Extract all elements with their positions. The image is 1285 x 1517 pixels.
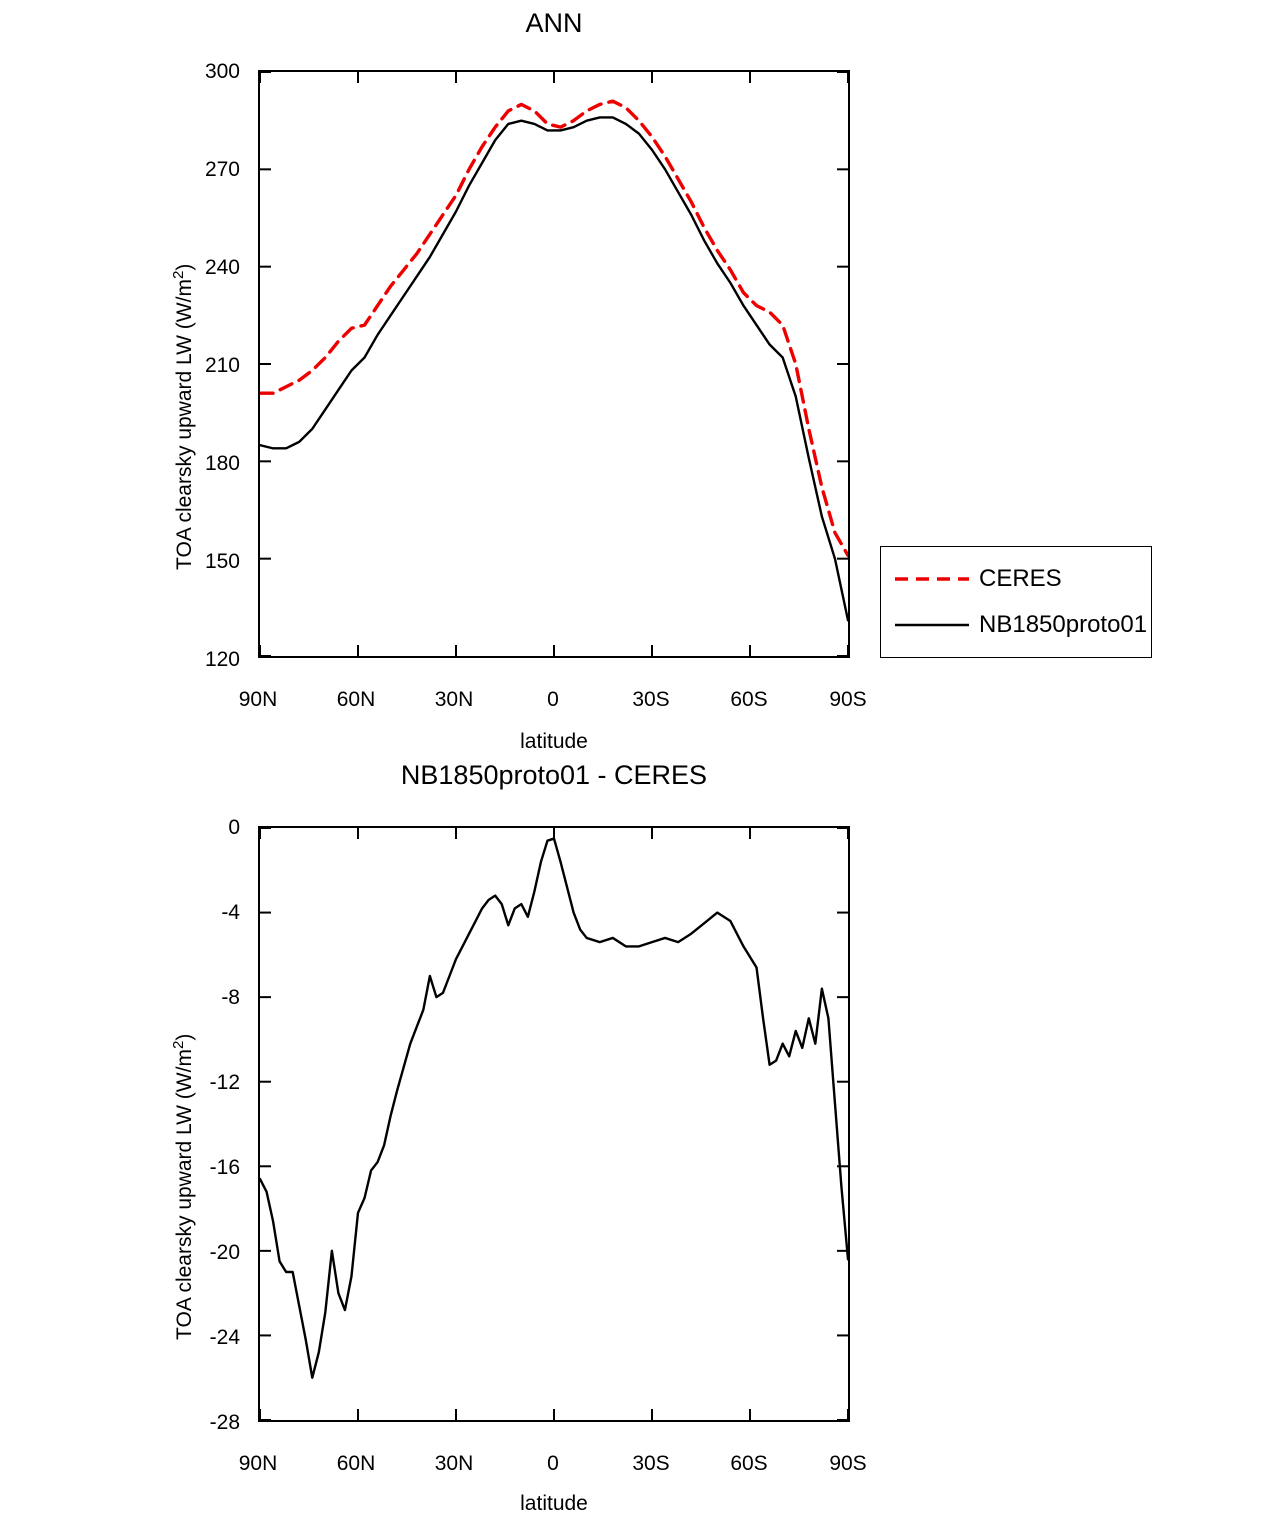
panel1-y-axis-label <box>170 264 197 570</box>
panel1-x-axis-label: latitude <box>520 730 588 753</box>
panel2-plot-area <box>258 826 850 1422</box>
panel1-xtick-60N: 60N <box>336 688 376 711</box>
panel1-plot-area <box>258 70 850 658</box>
legend-swatch-nb1850proto01 <box>893 618 971 632</box>
panel2-ytick-m12: -12 <box>209 1071 240 1094</box>
panel2-ytick-m4: -4 <box>221 901 240 924</box>
panel1-xtick-30S: 30S <box>632 688 670 711</box>
panel1-xtick-30N: 30N <box>434 688 474 711</box>
panel1-xtick-0: 0 <box>547 688 559 711</box>
panel1-ytick-180: 180 <box>204 452 240 475</box>
panel1-y-axis-label-paren: ) <box>173 263 196 271</box>
panel1-xtick-90N: 90N <box>238 688 278 711</box>
panel1-xtick-60S: 60S <box>730 688 768 711</box>
panel2-ytick-m28: -28 <box>209 1411 240 1434</box>
panel1-ytick-150: 150 <box>204 550 240 573</box>
panel1-ytick-240: 240 <box>204 256 240 279</box>
panel1-title: ANN <box>525 8 583 38</box>
panel1-y-axis-label-exp: 2 <box>170 270 187 280</box>
panel1-xtick-90S: 90S <box>829 688 867 711</box>
panel1-series-canvas <box>260 72 848 656</box>
legend-label-nb1850proto01: NB1850proto01 <box>979 611 1148 638</box>
panel2-xtick-0: 0 <box>547 1452 559 1475</box>
panel2-ytick-m16: -16 <box>209 1156 240 1179</box>
panel2-y-axis-label-text: TOA clearsky upward LW (W/m <box>173 1049 196 1340</box>
panel2-xtick-90S: 90S <box>829 1452 867 1475</box>
panel2-title: NB1850proto01 - CERES <box>400 760 708 790</box>
panel1-ytick-210: 210 <box>204 354 240 377</box>
panel2-xtick-30N: 30N <box>434 1452 474 1475</box>
legend-item-nb1850proto01[interactable] <box>893 611 1147 639</box>
panel2-y-axis-label-paren: ) <box>173 1033 196 1041</box>
panel2-ytick-m20: -20 <box>209 1241 240 1264</box>
panel1-y-axis-label-text: TOA clearsky upward LW (W/m <box>173 279 196 570</box>
panel2-ytick-m8: -8 <box>221 986 240 1009</box>
legend-swatch-ceres <box>893 572 971 586</box>
legend <box>880 546 1152 658</box>
panel1-ytick-270: 270 <box>204 158 240 181</box>
panel2-xtick-90N: 90N <box>238 1452 278 1475</box>
panel2-ytick-0: 0 <box>228 816 240 839</box>
panel1-ytick-300: 300 <box>204 60 240 83</box>
panel2-series-canvas <box>260 828 848 1420</box>
legend-item-ceres[interactable] <box>893 565 1062 593</box>
panel2-xtick-60N: 60N <box>336 1452 376 1475</box>
panel2-xtick-60S: 60S <box>730 1452 768 1475</box>
panel2-xtick-30S: 30S <box>632 1452 670 1475</box>
panel2-ytick-m24: -24 <box>209 1326 240 1349</box>
panel2-x-axis-label: latitude <box>520 1492 588 1515</box>
panel2-y-axis-label-exp: 2 <box>170 1040 187 1050</box>
panel1-ytick-120: 120 <box>204 648 240 671</box>
legend-label-ceres: CERES <box>979 565 1062 592</box>
